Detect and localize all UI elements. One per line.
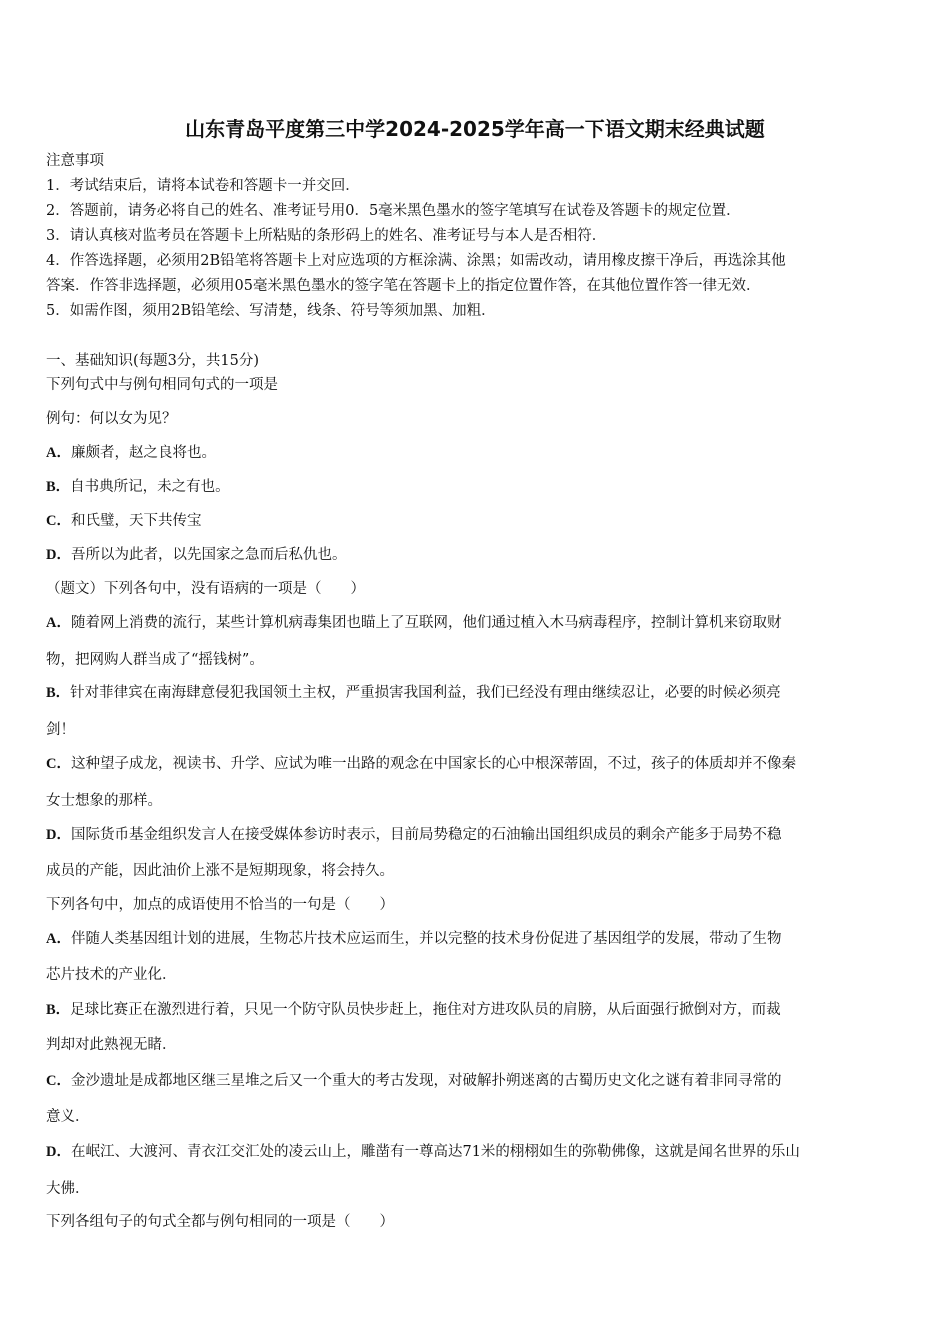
notice-item: 2．答题前，请务必将自己的姓名、准考证号用0．5毫米黑色墨水的签字笔填写在试卷及答题卡的规定位置． xyxy=(46,203,741,219)
option-b[interactable] xyxy=(46,477,908,497)
option-c[interactable] xyxy=(46,511,908,531)
option-b-continued: 判却对此熟视无睹． xyxy=(46,1037,177,1053)
option-b[interactable] xyxy=(46,1000,908,1020)
option-c[interactable] xyxy=(46,754,908,774)
option-d[interactable] xyxy=(46,545,908,565)
notice-item: 3．请认真核对监考员在答题卡上所粘贴的条形码上的姓名、准考证号与本人是否相符． xyxy=(46,228,607,244)
option-text: 随着网上消费的流行，某些计算机病毒集团也瞄上了互联网，他们通过植入木马病毒程序，控制计算机来窃取财 xyxy=(70,615,782,631)
option-a[interactable] xyxy=(46,613,908,633)
option-key: A． xyxy=(46,445,71,461)
option-text: 针对菲律宾在南海肆意侵犯我国领土主权，严重损害我国利益，我们已经没有理由继续忍让，必要的时候必须亮 xyxy=(70,685,781,701)
option-b[interactable] xyxy=(46,683,908,703)
option-text: 国际货币基金组织发言人在接受媒体参访时表示，目前局势稳定的石油输出国组织成员的剩余产能多于局势不稳 xyxy=(70,827,782,843)
option-key: D． xyxy=(46,1144,71,1160)
question-stem: 下列各句中，加点的成语使用不恰当的一句是（ ） xyxy=(46,897,394,913)
option-d[interactable] xyxy=(46,1142,908,1162)
notice-item: 5．如需作图，须用2B铅笔绘、写清楚，线条、符号等须加黑、加粗． xyxy=(46,303,496,319)
option-key: D． xyxy=(46,827,71,843)
option-key: B． xyxy=(46,1002,71,1018)
option-key: A． xyxy=(46,615,71,631)
question-stem: （题文）下列各句中，没有语病的一项是（ ） xyxy=(46,581,365,597)
option-key: D． xyxy=(46,547,71,563)
option-c-continued: 意义． xyxy=(46,1109,90,1125)
option-b-continued: 剑！ xyxy=(46,722,75,738)
option-text: 吾所以为此者，以先国家之急而后私仇也。 xyxy=(70,547,347,563)
option-key: C． xyxy=(46,513,71,529)
option-c[interactable] xyxy=(46,1071,908,1091)
notice-item: 答案．作答非选择题，必须用05毫米黑色墨水的签字笔在答题卡上的指定位置作答，在其他位置作答一律无效． xyxy=(46,278,761,294)
option-d[interactable] xyxy=(46,825,908,845)
option-text: 在岷江、大渡河、青衣江交汇处的凌云山上，雕凿有一尊高达71米的栩栩如生的弥勒佛像，这就是闻名世界的乐山 xyxy=(70,1144,800,1160)
option-a-continued: 物，把网购人群当成了“摇钱树”。 xyxy=(46,652,264,668)
option-d-continued: 大佛． xyxy=(46,1181,90,1197)
question-stem: 下列句式中与例句相同句式的一项是 xyxy=(46,377,278,393)
option-text: 金沙遗址是成都地区继三星堆之后又一个重大的考古发现，对破解扑朔迷离的古蜀历史文化之谜有着非同寻常的 xyxy=(70,1073,782,1089)
option-c-continued: 女士想象的那样。 xyxy=(46,793,162,809)
option-key: C． xyxy=(46,756,71,772)
notice-item: 4．作答选择题，必须用2B铅笔将答题卡上对应选项的方框涂满、涂黑；如需改动，请用橡皮擦干净后，再选涂其他 xyxy=(46,253,786,269)
option-a[interactable] xyxy=(46,443,908,463)
option-d-continued: 成员的产能，因此油价上涨不是短期现象，将会持久。 xyxy=(46,863,394,879)
option-text: 和氏璧，天下共传宝 xyxy=(70,513,202,529)
question-stem: 下列各组句子的句式全都与例句相同的一项是（ ） xyxy=(46,1214,394,1230)
option-text: 这种望子成龙，视读书、升学、应试为唯一出路的观念在中国家长的心中根深蒂固，不过，孩子的体质却并不像秦 xyxy=(70,756,796,772)
option-text: 自书典所记，未之有也。 xyxy=(70,479,230,495)
notice-item: 1．考试结束后，请将本试卷和答题卡一并交回． xyxy=(46,178,360,194)
notice-heading: 注意事项 xyxy=(46,153,104,169)
page-title: 山东青岛平度第三中学2024-2025学年高一下语文期末经典试题 xyxy=(185,117,765,141)
option-key: B． xyxy=(46,479,71,495)
option-key: B． xyxy=(46,685,71,701)
option-text: 足球比赛正在激烈进行着，只见一个防守队员快步赶上，拖住对方进攻队员的肩膀，从后面强行掀倒对方，而裁 xyxy=(70,1002,781,1018)
option-a[interactable] xyxy=(46,929,908,949)
option-text: 伴随人类基因组计划的进展，生物芯片技术应运而生，并以完整的技术身份促进了基因组学的发展，带动了生物 xyxy=(70,931,782,947)
option-key: A． xyxy=(46,931,71,947)
section-heading: 一、基础知识(每题3分，共15分) xyxy=(46,353,259,369)
option-key: C． xyxy=(46,1073,71,1089)
option-text: 廉颇者，赵之良将也。 xyxy=(70,445,216,461)
example-sentence: 例句：何以女为见？ xyxy=(46,411,177,427)
option-a-continued: 芯片技术的产业化． xyxy=(46,967,177,983)
